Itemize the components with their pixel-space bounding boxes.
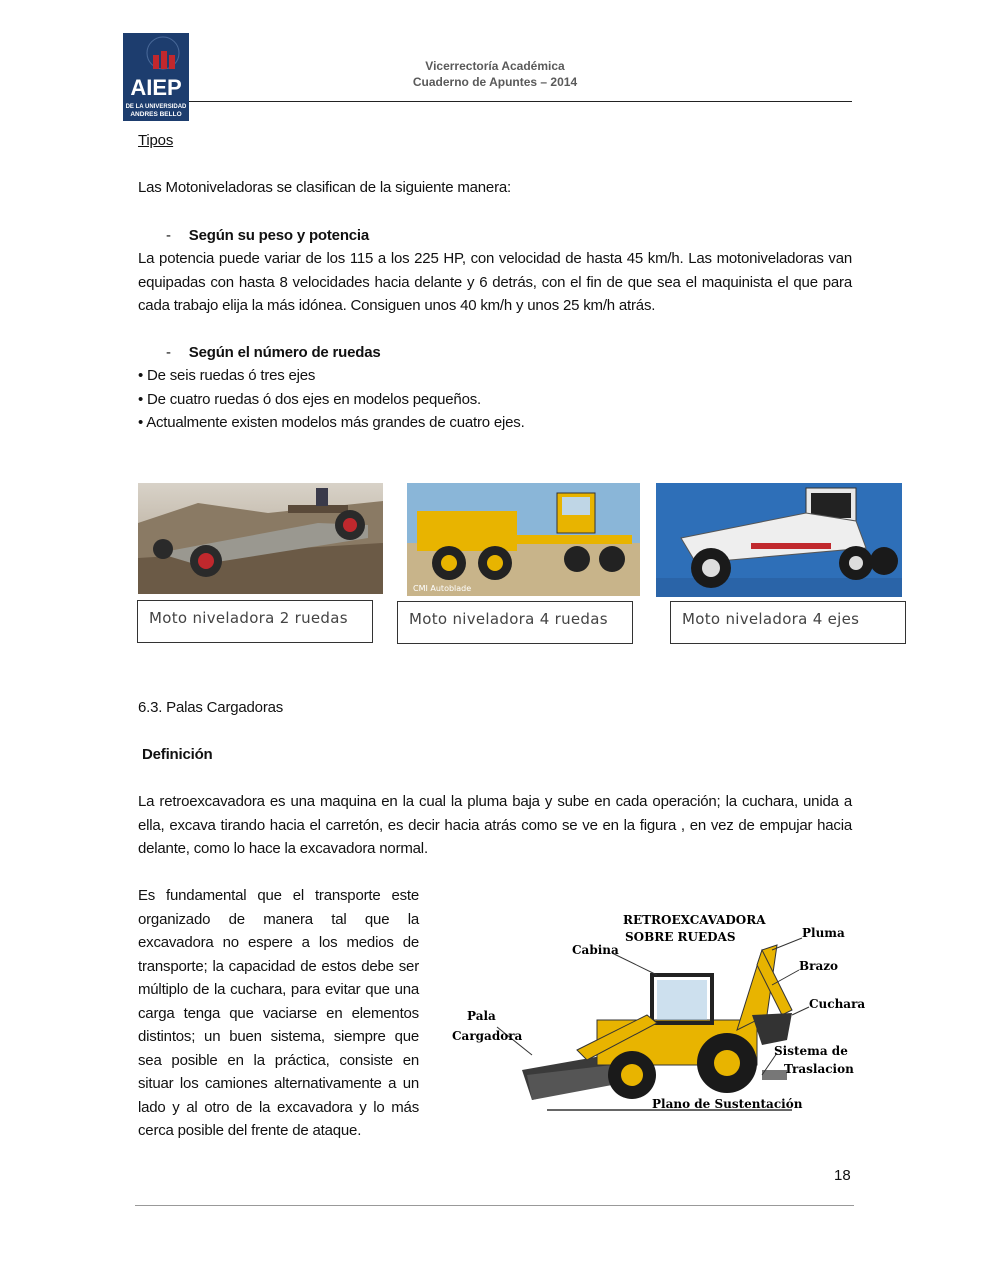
label-pala: Pala xyxy=(467,1009,496,1023)
retroexcavadora-diagram xyxy=(447,905,867,1120)
label-cuchara: Cuchara xyxy=(809,997,866,1011)
header-line2: Cuaderno de Apuntes – 2014 xyxy=(412,75,578,89)
footer-divider xyxy=(135,1205,854,1206)
diagram-title-2: SOBRE RUEDAS xyxy=(625,930,736,944)
page-number: 18 xyxy=(834,1167,851,1184)
tipos-heading: Tipos xyxy=(138,132,174,149)
caption-4-ejes: Moto niveladora 4 ejes xyxy=(670,601,906,644)
motoniveladora-4-ejes-photo xyxy=(656,483,902,597)
diagram-title-1: RETROEXCAVADORA xyxy=(623,913,766,927)
label-sistema: Sistema de xyxy=(774,1044,848,1058)
intro-text: Las Motoniveladoras se clasifican de la siguiente manera: xyxy=(138,179,511,196)
label-brazo: Brazo xyxy=(799,959,839,973)
list-item: • De cuatro ruedas ó dos ejes en modelos pequeños. xyxy=(138,390,481,408)
caption-4-ruedas: Moto niveladora 4 ruedas xyxy=(397,601,633,644)
header-divider xyxy=(189,101,852,102)
definicion-heading: Definición xyxy=(142,746,213,763)
list-item: • De seis ruedas ó tres ejes xyxy=(138,367,316,384)
caption-2-ruedas: Moto niveladora 2 ruedas xyxy=(137,600,373,643)
dash: - xyxy=(166,227,171,244)
motoniveladora-2-ruedas-photo xyxy=(138,483,383,594)
subheading-peso-text: Según su peso y potencia xyxy=(188,227,370,244)
motoniveladora-4-ruedas-photo xyxy=(407,483,640,596)
subheading-ruedas xyxy=(166,341,381,365)
list-item: • Actualmente existen modelos más grandes de cuatro ejes. xyxy=(138,414,525,431)
header-line1: Vicerrectoría Académica xyxy=(425,59,565,73)
paragraph-transporte: Es fundamental que el transporte este organizado de manera tal que la excavadora no espere a los medios de transporte; la capacidad de estos debe ser múltiplo de la cuchara, para evitar que una carga tenga que vaciarse en elementos distintos; un buen sistema, siempre que sea posible en la práctica, consiste en situar los camiones alternativamente a un lado y al otro de la excavadora y lo más cerca posible del frente de ataque. xyxy=(138,887,419,1139)
label-pluma: Pluma xyxy=(802,926,845,940)
logo-text: AIEP xyxy=(130,75,182,100)
photo-watermark: CMI Autoblade xyxy=(413,584,472,593)
paragraph-potencia: La potencia puede variar de los 115 a los 225 HP, con velocidad de hasta 45 km/h. Las motoniveladoras van equipadas con hasta 8 velocidades hacia delante y 6 detrás, con el fin de que sea el maquinista el que para cada trabajo elija la más idónea. Consiguen unos 40 km/h y unos 25 km/h atrás. xyxy=(138,250,852,314)
ruedas-list xyxy=(138,364,525,435)
aiep-logo xyxy=(123,33,189,121)
header-title xyxy=(330,58,660,90)
dash: - xyxy=(166,344,171,361)
subheading-peso xyxy=(166,224,369,248)
label-cargadora: Cargadora xyxy=(452,1029,523,1043)
label-cabina: Cabina xyxy=(572,943,619,957)
logo-sub2: ANDRES BELLO xyxy=(130,111,182,118)
paragraph-retroexcavadora: La retroexcavadora es una maquina en la cual la pluma baja y sube en cada operación; la cuchara, unida a ella, excava tirando hacia el carretón, es decir hacia atrás como se ve en la figura , en vez de empujar hacia delante, como lo hace la excavadora normal. xyxy=(138,793,852,857)
subheading-ruedas-text: Según el número de ruedas xyxy=(188,344,381,361)
section-heading: 6.3. Palas Cargadoras xyxy=(138,699,284,716)
label-traslacion: Traslacion xyxy=(784,1062,854,1076)
label-plano: Plano de Sustentación xyxy=(652,1097,803,1111)
logo-sub1: DE LA UNIVERSIDAD xyxy=(125,104,187,110)
